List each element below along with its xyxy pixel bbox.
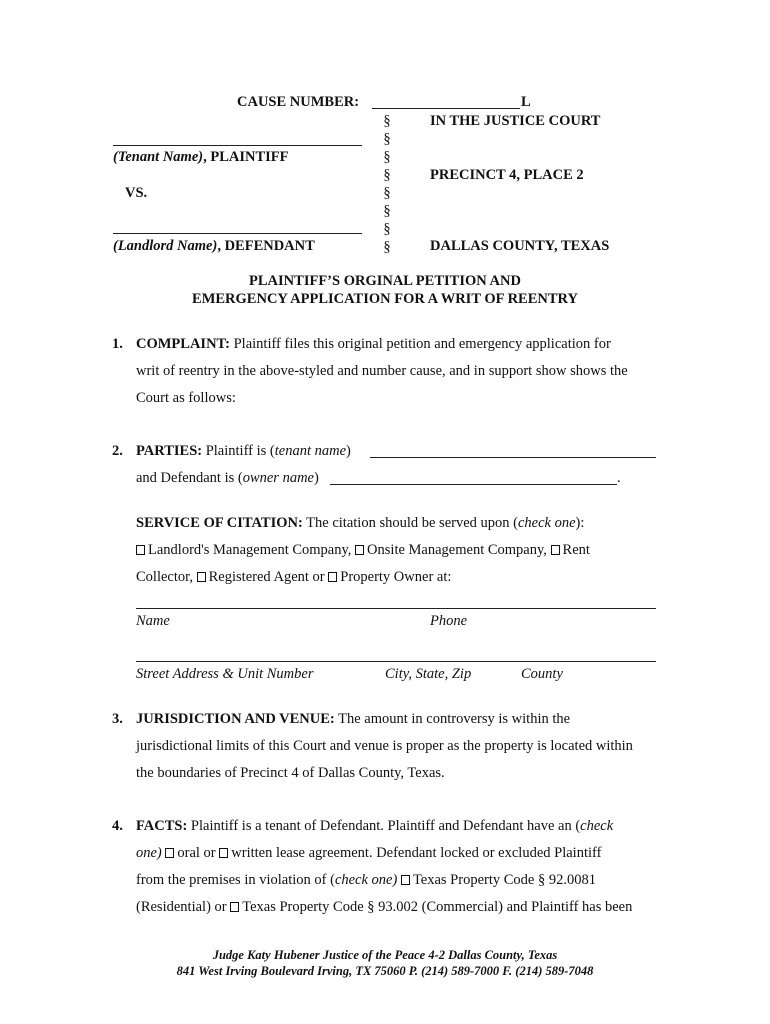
section-1-line2: writ of reentry in the above-styled and number cause, and in support show shows the (136, 363, 628, 379)
section-3-number: 3. (112, 711, 123, 727)
versus-label: VS. (125, 185, 148, 201)
tenant-name-field[interactable] (113, 145, 362, 146)
plaintiff-caption: (Tenant Name), PLAINTIFF (113, 149, 289, 165)
management-company-checkbox[interactable] (136, 545, 145, 555)
section-4-number: 4. (112, 818, 123, 834)
county-label: DALLAS COUNTY, TEXAS (430, 238, 610, 254)
section-2-number: 2. (112, 443, 123, 459)
registered-agent-checkbox[interactable] (197, 572, 206, 582)
section-3-line2: jurisdictional limits of this Court and venue is proper as the property is located within (136, 738, 633, 754)
section-2-defendant-line: and Defendant is (owner name) (136, 470, 319, 486)
section-4-line3: from the premises in violation of (check one) Texas Property Code § 92.0081 (136, 872, 596, 888)
cause-number-field[interactable] (372, 108, 520, 109)
city-state-zip-label: City, State, Zip (385, 666, 472, 682)
oral-lease-checkbox[interactable] (165, 848, 174, 858)
section-4-line2: one) oral or written lease agreement. Defendant locked or excluded Plaintiff (136, 845, 602, 861)
section-sign: § (383, 221, 391, 237)
commercial-code-checkbox[interactable] (230, 902, 239, 912)
service-options-line2: Collector, Registered Agent or Property Owner at: (136, 569, 452, 585)
section-sign: § (383, 149, 391, 165)
section-3-line3: the boundaries of Precinct 4 of Dallas County, Texas. (136, 765, 445, 781)
section-1-number: 1. (112, 336, 123, 352)
section-sign: § (383, 167, 391, 183)
section-4-line1: FACTS: Plaintiff is a tenant of Defendant. Plaintiff and Defendant have an (check (136, 818, 614, 834)
address-field[interactable] (136, 661, 656, 662)
section-sign: § (383, 239, 391, 255)
footer-line2: 841 West Irving Boulevard Irving, TX 75060 P. (214) 589-7000 F. (214) 589-7048 (176, 964, 594, 978)
residential-code-checkbox[interactable] (401, 875, 410, 885)
rent-collector-checkbox[interactable] (551, 545, 560, 555)
plaintiff-name-field[interactable] (370, 457, 656, 458)
section-3-line1: JURISDICTION AND VENUE: The amount in controversy is within the (136, 711, 571, 727)
onsite-management-checkbox[interactable] (355, 545, 364, 555)
section-1-line3: Court as follows: (136, 390, 236, 406)
cause-number-label: CAUSE NUMBER: (237, 94, 360, 110)
section-sign: § (383, 131, 391, 147)
defendant-caption: (Landlord Name), DEFENDANT (113, 238, 315, 254)
owner-name-field[interactable] (330, 484, 617, 485)
written-lease-checkbox[interactable] (219, 848, 228, 858)
section-sign: § (383, 113, 391, 129)
property-owner-checkbox[interactable] (328, 572, 337, 582)
section-1-line1: COMPLAINT: Plaintiff files this original petition and emergency application for (136, 336, 611, 352)
footer-line1: Judge Katy Hubener Justice of the Peace 4-2 Dallas County, Texas (212, 948, 558, 962)
section-2-plaintiff-line: PARTIES: Plaintiff is (tenant name) (136, 443, 351, 459)
street-address-label: Street Address & Unit Number (136, 666, 314, 682)
precinct-label: PRECINCT 4, PLACE 2 (430, 167, 584, 183)
document-title-line2: EMERGENCY APPLICATION FOR A WRIT OF REENTRY (192, 291, 578, 307)
name-label: Name (136, 613, 170, 629)
name-phone-field[interactable] (136, 608, 656, 609)
cause-number-suffix: L (521, 94, 531, 110)
document-title-line1: PLAINTIFF’S ORGINAL PETITION AND (249, 273, 521, 289)
county-field-label: County (521, 666, 563, 682)
period: . (617, 470, 621, 486)
landlord-name-field[interactable] (113, 233, 362, 234)
service-options-line1: Landlord's Management Company, Onsite Management Company, Rent (136, 542, 590, 559)
section-4-line4: (Residential) or Texas Property Code § 93.002 (Commercial) and Plaintiff has been (136, 899, 633, 915)
service-of-citation-line: SERVICE OF CITATION: The citation should be served upon (check one): (136, 515, 585, 531)
phone-label: Phone (430, 613, 468, 629)
court-name: IN THE JUSTICE COURT (430, 113, 601, 129)
section-sign: § (383, 203, 391, 219)
section-sign: § (383, 185, 391, 201)
